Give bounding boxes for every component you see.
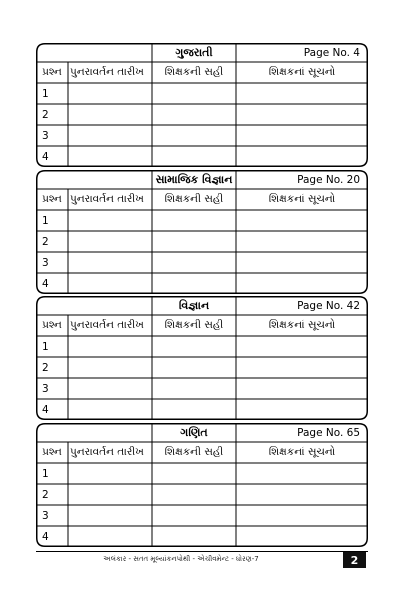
col-header-teacher-signature: શિક્ષકની સહી xyxy=(164,446,224,458)
revision-date-cell[interactable] xyxy=(68,210,152,231)
teacher-suggestion-cell[interactable] xyxy=(236,125,368,146)
table-row xyxy=(36,210,368,231)
page-reference: Page No. 20 xyxy=(297,173,360,186)
revision-date-cell[interactable] xyxy=(68,125,152,146)
revision-date-cell[interactable] xyxy=(68,231,152,252)
col-header-question: પ્રશ્ન xyxy=(42,193,62,205)
revision-table-gujarati xyxy=(36,43,368,167)
page-reference: Page No. 42 xyxy=(297,299,360,312)
teacher-suggestion-cell[interactable] xyxy=(236,104,368,125)
question-number: 4 xyxy=(42,277,49,290)
col-header-teacher-signature: શિક્ષકની સહી xyxy=(164,319,224,331)
revision-date-cell[interactable] xyxy=(68,463,152,484)
col-header-teacher-suggestions: શિક્ષકનાં સૂચનો xyxy=(268,319,336,331)
question-number: 2 xyxy=(42,235,49,248)
teacher-suggestion-cell[interactable] xyxy=(236,231,368,252)
table-row xyxy=(36,273,368,294)
page-number-badge: 2 xyxy=(343,552,366,568)
question-number: 3 xyxy=(42,382,49,395)
table-row xyxy=(36,484,368,505)
revision-date-cell[interactable] xyxy=(68,399,152,420)
teacher-signature-cell[interactable] xyxy=(152,252,236,273)
teacher-suggestion-cell[interactable] xyxy=(236,83,368,104)
table-row xyxy=(36,146,368,167)
teacher-suggestion-cell[interactable] xyxy=(236,484,368,505)
revision-date-cell[interactable] xyxy=(68,104,152,125)
col-header-question: પ્રશ્ન xyxy=(42,319,62,331)
table-header xyxy=(36,442,368,463)
col-header-teacher-signature: શિક્ષકની સહી xyxy=(164,66,224,78)
teacher-signature-cell[interactable] xyxy=(152,399,236,420)
table-row xyxy=(36,357,368,378)
teacher-suggestion-cell[interactable] xyxy=(236,210,368,231)
teacher-suggestion-cell[interactable] xyxy=(236,526,368,547)
col-header-revision-date: પુનરાવર્તન તારીખ xyxy=(70,319,144,331)
teacher-suggestion-cell[interactable] xyxy=(236,505,368,526)
teacher-suggestion-cell[interactable] xyxy=(236,463,368,484)
question-number: 1 xyxy=(42,340,49,353)
revision-date-cell[interactable] xyxy=(68,484,152,505)
revision-date-cell[interactable] xyxy=(68,357,152,378)
subject-title: વિજ્ઞાન xyxy=(178,298,210,312)
teacher-signature-cell[interactable] xyxy=(152,357,236,378)
subject-title: ગણિત xyxy=(180,425,208,439)
question-number: 3 xyxy=(42,509,49,522)
teacher-signature-cell[interactable] xyxy=(152,526,236,547)
table-row xyxy=(36,378,368,399)
table-row xyxy=(36,83,368,104)
revision-date-cell[interactable] xyxy=(68,146,152,167)
footer-divider xyxy=(36,551,368,552)
revision-date-cell[interactable] xyxy=(68,526,152,547)
teacher-signature-cell[interactable] xyxy=(152,83,236,104)
col-header-revision-date: પુનરાવર્તન તારીખ xyxy=(70,66,144,78)
revision-date-cell[interactable] xyxy=(68,273,152,294)
col-header-question: પ્રશ્ન xyxy=(42,446,62,458)
col-header-teacher-suggestions: શિક્ષકનાં સૂચનો xyxy=(268,66,336,78)
table-row xyxy=(36,526,368,547)
revision-date-cell[interactable] xyxy=(68,252,152,273)
col-header-teacher-suggestions: શિક્ષકનાં સૂચનો xyxy=(268,193,336,205)
table-row xyxy=(36,231,368,252)
teacher-suggestion-cell[interactable] xyxy=(236,252,368,273)
revision-table-social-science xyxy=(36,170,368,294)
teacher-signature-cell[interactable] xyxy=(152,125,236,146)
teacher-suggestion-cell[interactable] xyxy=(236,273,368,294)
question-number: 2 xyxy=(42,488,49,501)
table-row xyxy=(36,505,368,526)
footer-caption: અલંકાર - સતત મૂલ્યાંકનપોથી - એચીવમેન્ટ - ધોરણ-7 xyxy=(103,555,259,563)
question-number: 3 xyxy=(42,256,49,269)
table-row xyxy=(36,336,368,357)
question-number: 4 xyxy=(42,530,49,543)
table-header xyxy=(36,62,368,83)
table-header xyxy=(36,189,368,210)
table-row xyxy=(36,463,368,484)
revision-table-science xyxy=(36,296,368,420)
revision-date-cell[interactable] xyxy=(68,336,152,357)
teacher-signature-cell[interactable] xyxy=(152,273,236,294)
table-row xyxy=(36,399,368,420)
teacher-signature-cell[interactable] xyxy=(152,231,236,252)
table-header xyxy=(36,315,368,336)
question-number: 2 xyxy=(42,361,49,374)
col-header-revision-date: પુનરાવર્તન તારીખ xyxy=(70,446,144,458)
teacher-suggestion-cell[interactable] xyxy=(236,357,368,378)
teacher-signature-cell[interactable] xyxy=(152,378,236,399)
question-number: 4 xyxy=(42,150,49,163)
teacher-suggestion-cell[interactable] xyxy=(236,146,368,167)
question-number: 4 xyxy=(42,403,49,416)
teacher-signature-cell[interactable] xyxy=(152,463,236,484)
question-number: 1 xyxy=(42,467,49,480)
col-header-revision-date: પુનરાવર્તન તારીખ xyxy=(70,193,144,205)
question-number: 3 xyxy=(42,129,49,142)
teacher-signature-cell[interactable] xyxy=(152,104,236,125)
table-row xyxy=(36,252,368,273)
teacher-signature-cell[interactable] xyxy=(152,336,236,357)
question-number: 1 xyxy=(42,87,49,100)
revision-date-cell[interactable] xyxy=(68,83,152,104)
teacher-suggestion-cell[interactable] xyxy=(236,336,368,357)
teacher-signature-cell[interactable] xyxy=(152,484,236,505)
page-reference: Page No. 65 xyxy=(297,426,360,439)
subject-title: સામાજિક વિજ્ઞાન xyxy=(155,172,233,186)
question-number: 1 xyxy=(42,214,49,227)
teacher-signature-cell[interactable] xyxy=(152,505,236,526)
teacher-suggestion-cell[interactable] xyxy=(236,399,368,420)
col-header-teacher-signature: શિક્ષકની સહી xyxy=(164,193,224,205)
revision-date-cell[interactable] xyxy=(68,505,152,526)
teacher-signature-cell[interactable] xyxy=(152,146,236,167)
teacher-signature-cell[interactable] xyxy=(152,210,236,231)
revision-date-cell[interactable] xyxy=(68,378,152,399)
subject-title: ગુજરાતી xyxy=(175,45,213,59)
col-header-teacher-suggestions: શિક્ષકનાં સૂચનો xyxy=(268,446,336,458)
teacher-suggestion-cell[interactable] xyxy=(236,378,368,399)
question-number: 2 xyxy=(42,108,49,121)
page-reference: Page No. 4 xyxy=(303,46,360,59)
table-row xyxy=(36,125,368,146)
col-header-question: પ્રશ્ન xyxy=(42,66,62,78)
revision-table-maths xyxy=(36,423,368,547)
table-row xyxy=(36,104,368,125)
